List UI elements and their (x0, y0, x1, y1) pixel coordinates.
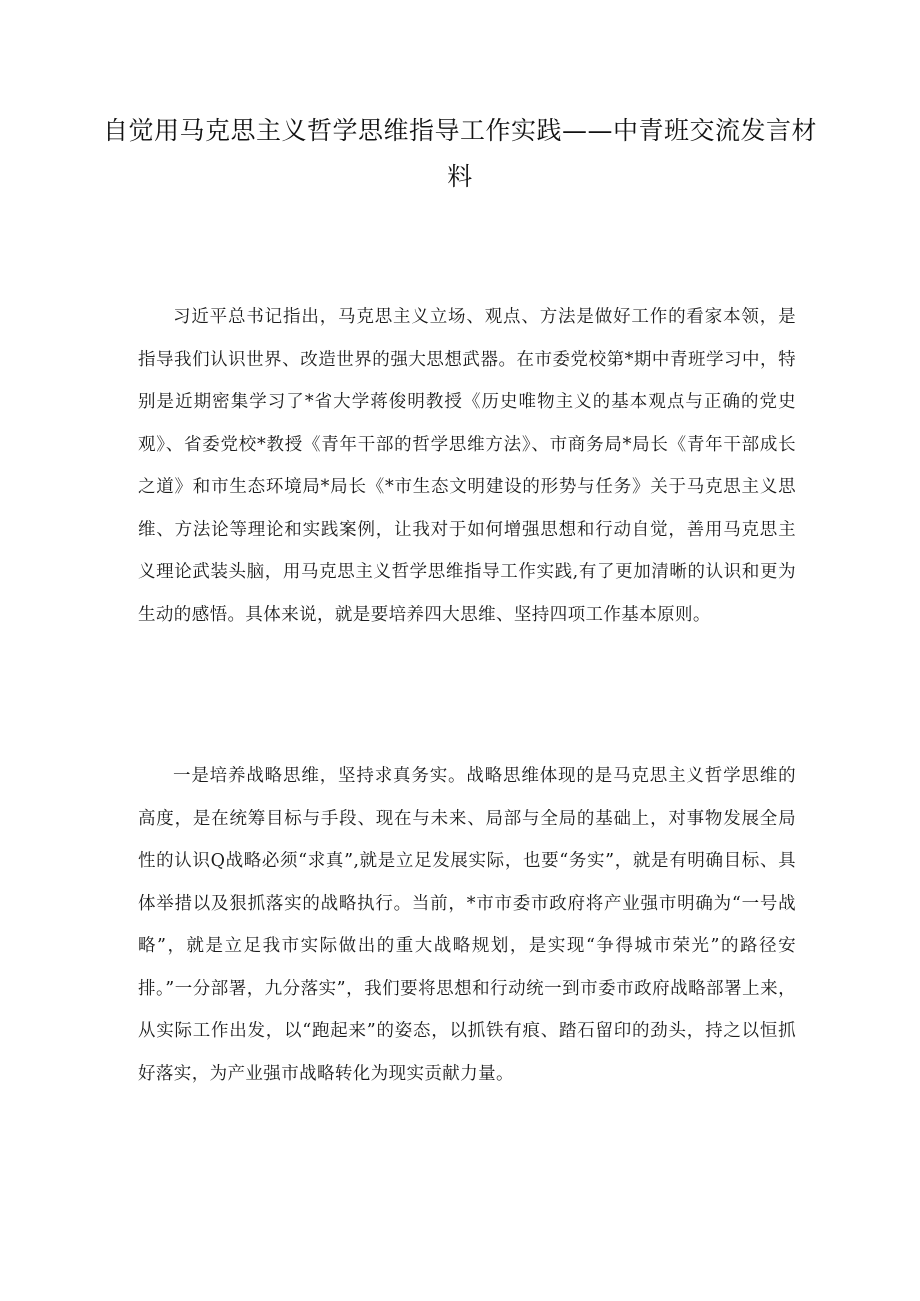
body-paragraph-2: 一是培养战略思维，坚持求真务实。战略思维体现的是马克思主义哲学思维的高度，是在统筹目标与手段、现在与未来、局部与全局的基础上，对事物发展全局性的认识Q战略必须“求真”,就是立足发展实际，也要“务实”，就是有明确目标、具体举措以及狠抓落实的战略执行。当前，*市市委市政府将产业强市明确为“一号战略”，就是立足我市实际做出的重大战略规划，是实现“争得城市荣光”的路径安排。”一分部署，九分落实”，我们要将思想和行动统一到市委市政府战略部署上来，从实际工作出发，以“跑起来”的姿态，以抓铁有痕、踏石留印的劲头，持之以恒抓好落实，为产业强市战略转化为现实贡献力量。 (138, 766, 796, 1084)
body-paragraph-1: 习近平总书记指出，马克思主义立场、观点、方法是做好工作的看家本领，是指导我们认识世界、改造世界的强大思想武器。在市委党校第*期中青班学习中，特别是近期密集学习了*省大学蒋俊明教授《历史唯物主义的基本观点与正确的党史观》、省委党校*教授《青年干部的哲学思维方法》、市商务局*局长《青年干部成长之道》和市生态环境局*局长《*市生态文明建设的形势与任务》关于马克思主义思维、方法论等理论和实践案例，让我对于如何增强思想和行动自觉，善用马克思主义理论武装头脑，用马克思主义哲学思维指导工作实践,有了更加清晰的认识和更为生动的感悟。具体来说，就是要培养四大思维、坚持四项工作基本原则。 (138, 307, 796, 625)
document-title: 自觉用马克思主义哲学思维指导工作实践——中青班交流发言材料 (102, 116, 817, 191)
